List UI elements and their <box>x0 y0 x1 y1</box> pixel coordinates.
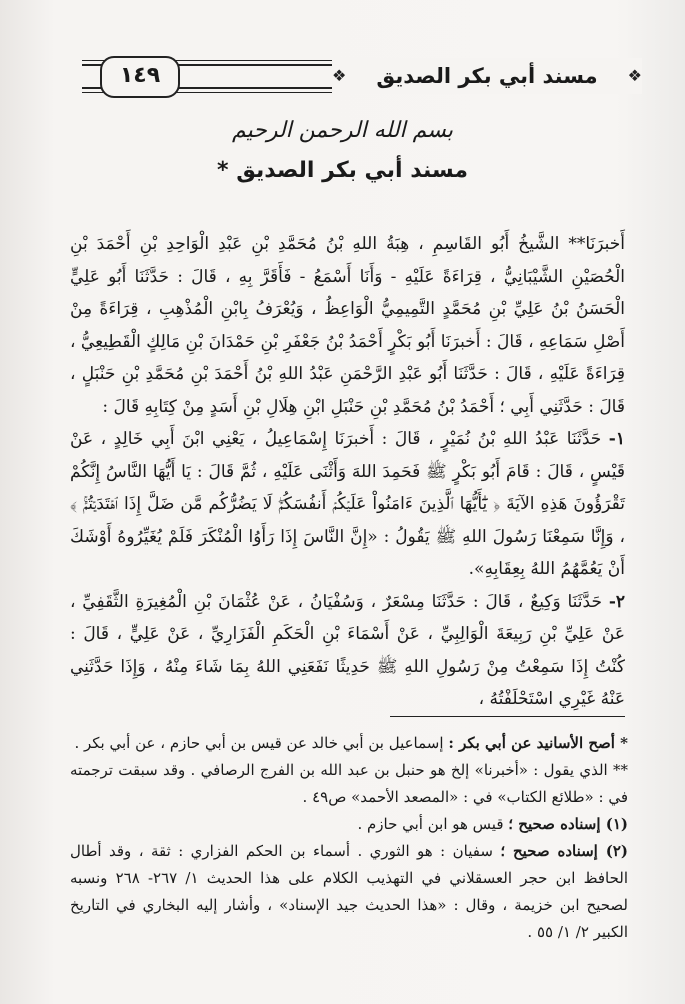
page-number: ١٤٩ <box>100 56 180 98</box>
footnote-text: قيس هو ابن أبي حازم . <box>357 815 504 833</box>
footnote-1 <box>70 730 628 757</box>
footnote-4 <box>70 838 628 946</box>
hadith-1 <box>70 423 625 586</box>
basmala: بسم الله الرحمن الرحيم <box>231 118 454 143</box>
header-title-box <box>332 58 642 94</box>
header-title: مسند أبي بكر الصديق <box>376 64 598 88</box>
footnote-text: إسماعيل بن أبي خالد عن قيس بن أبي حازم ، عن أبي بكر . <box>74 734 444 752</box>
running-header <box>82 58 642 94</box>
isnad-paragraph: أَخبرَنَا** الشَّيخُ أَبُو القَاسِمِ ، هِبَةُ اللهِ بْنُ مُحَمَّدِ بْنِ عَبْدِ الْوَاحِدِ بْنِ أَحْمَدَ بْنِ الْحُصَيْنِ الشَّيْبَانِيُّ ، قِرَاءَةً عَلَيْهِ - وَأَنَا أَسْمَعُ - فَأَقَرَّ بِهِ ، قَالَ : حَدَّثَنَا أَبُو عَلِيٍّ الْحَسَنُ بْنُ عَلِيِّ بْنِ مُحَمَّدٍ التَّمِيمِيُّ الْوَاعِظُ ، وَيُعْرَفُ بِابْنِ الْمُذْهِبِ ، قِرَاءَةً مِنْ أَصْلِ سَمَاعِهِ ، قَالَ : أَخبرَنَا أَبُو بَكْرٍ أَحْمَدُ بْنُ جَعْفَرِ بْنِ حَمْدَانَ بْنِ مَالِكٍ الْقَطِيعِيُّ ، قِرَاءَةً عَلَيْهِ ، قَالَ : حَدَّثَنَا أَبُو عَبْدِ الرَّحْمَنِ عَبْدُ اللهِ بْنُ أَحْمَدَ بْنِ مُحَمَّدِ بْنِ حَنْبَلٍ ، قَالَ : حَدَّثَنِي أَبِي ؛ أَحْمَدُ بْنُ مُحَمَّدِ بْنِ حَنْبَلِ ابْنِ هِلَالِ بْنِ أَسَدٍ مِنْ كِتَابِهِ قَالَ : <box>70 234 625 417</box>
main-text <box>70 228 625 716</box>
hadith-text: حَدَّثَنَا وَكِيعٌ ، قَالَ : حَدَّثَنَا مِسْعَرٌ ، وَسُفْيَانُ ، عَنْ عُثْمَانَ بْنِ الْمُغِيرَةِ الثَّقَفِيِّ ، عَنْ عَلِيِّ بْنِ رَبِيعَةَ الْوَالِبِيِّ ، عَنْ أَسْمَاءَ بْنِ الْحَكَمِ الْفَزَارِيِّ ، عَنْ عَلِيٍّ ، قَالَ : كُنْتُ إِذَا سَمِعْتُ مِنْ رَسُولِ اللهِ ﷺ حَدِيثًا نَفَعَنِي اللهُ بِمَا شَاءَ مِنْهُ ، وَإِذَا حَدَّثَنِي عَنْهُ غَيْرِي اسْتَحْلَفْتُهُ ، <box>70 591 625 709</box>
hadith-number: ١- <box>608 429 625 449</box>
footnote-2: ** الذي يقول : «أخبرنا» إلخ هو حنبل بن عبد الله بن الفرج الرصافي . وقد سبقت ترجمته في : «طلائع الكتاب» في : «المصعد الأحمد» ص٤٩ . <box>70 761 628 806</box>
ornament-left-icon: ❖ <box>332 66 347 85</box>
footnote-label: * أصح الأسانيد عن أبي بكر : <box>448 734 628 752</box>
footnote-text: سفيان : هو الثوري . أسماء بن الحكم الفزاري : ثقة ، وقد أطال الحافظ ابن حجر العسقلاني في التهذيب الكلام على هذا الحديث ١/ ٢٦٧- ٢٦٨ ونسبه لصحيح ابن خزيمة ، وقال : «هذا الحديث جيد الإسناد» ، وأشار إليه البخاري في التاريخ الكبير ٢/ ١/ ٥٥ . <box>70 842 628 941</box>
hadith-number: ٢- <box>608 591 626 612</box>
footnote-label: (١) إسناده صحيح ؛ <box>508 815 628 833</box>
section-title: مسند أبي بكر الصديق * <box>217 158 468 183</box>
footnote-rule <box>390 716 625 717</box>
footnote-3 <box>70 811 628 838</box>
hadith-2 <box>70 586 625 716</box>
footnote-label: (٢) إسناده صحيح ؛ <box>500 842 628 860</box>
hadith-text: حَدَّثَنَا عَبْدُ اللهِ بْنُ نُمَيْرٍ ، قَالَ : أَخبرَنَا إِسْمَاعِيلُ ، يَعْنِي ابْنَ أَبِي خَالِدٍ ، عَنْ قَيْسٍ ، قَالَ : قَامَ أَبُو بَكْرٍ ﷺ فَحَمِدَ اللهَ وَأَثْنَى عَلَيْهِ ، ثُمَّ قَالَ : يَا أَيُّهَا النَّاسُ إِنَّكُمْ تَقْرَؤُونَ هَذِهِ الآيَةَ ﴿ يَٰٓأَيُّهَا ٱلَّذِينَ ءَامَنُواْ عَلَيۡكُمۡ أَنفُسَكُمۡۖ لَا يَضُرُّكُم مَّن ضَلَّ إِذَا ٱهۡتَدَيۡتُمۡۚ ﴾ ، وَإِنَّا سَمِعْنَا رَسُولَ اللهِ ﷺ يَقُولُ : «إِنَّ النَّاسَ إِذَا رَأَوُا الْمُنْكَرَ فَلَمْ يُغَيِّرُوهُ أَوْشَكَ أَنْ يَعُمَّهُمُ اللهُ بِعِقَابِهِ». <box>70 429 625 579</box>
footnotes <box>70 730 628 946</box>
ornament-right-icon: ❖ <box>627 66 642 85</box>
